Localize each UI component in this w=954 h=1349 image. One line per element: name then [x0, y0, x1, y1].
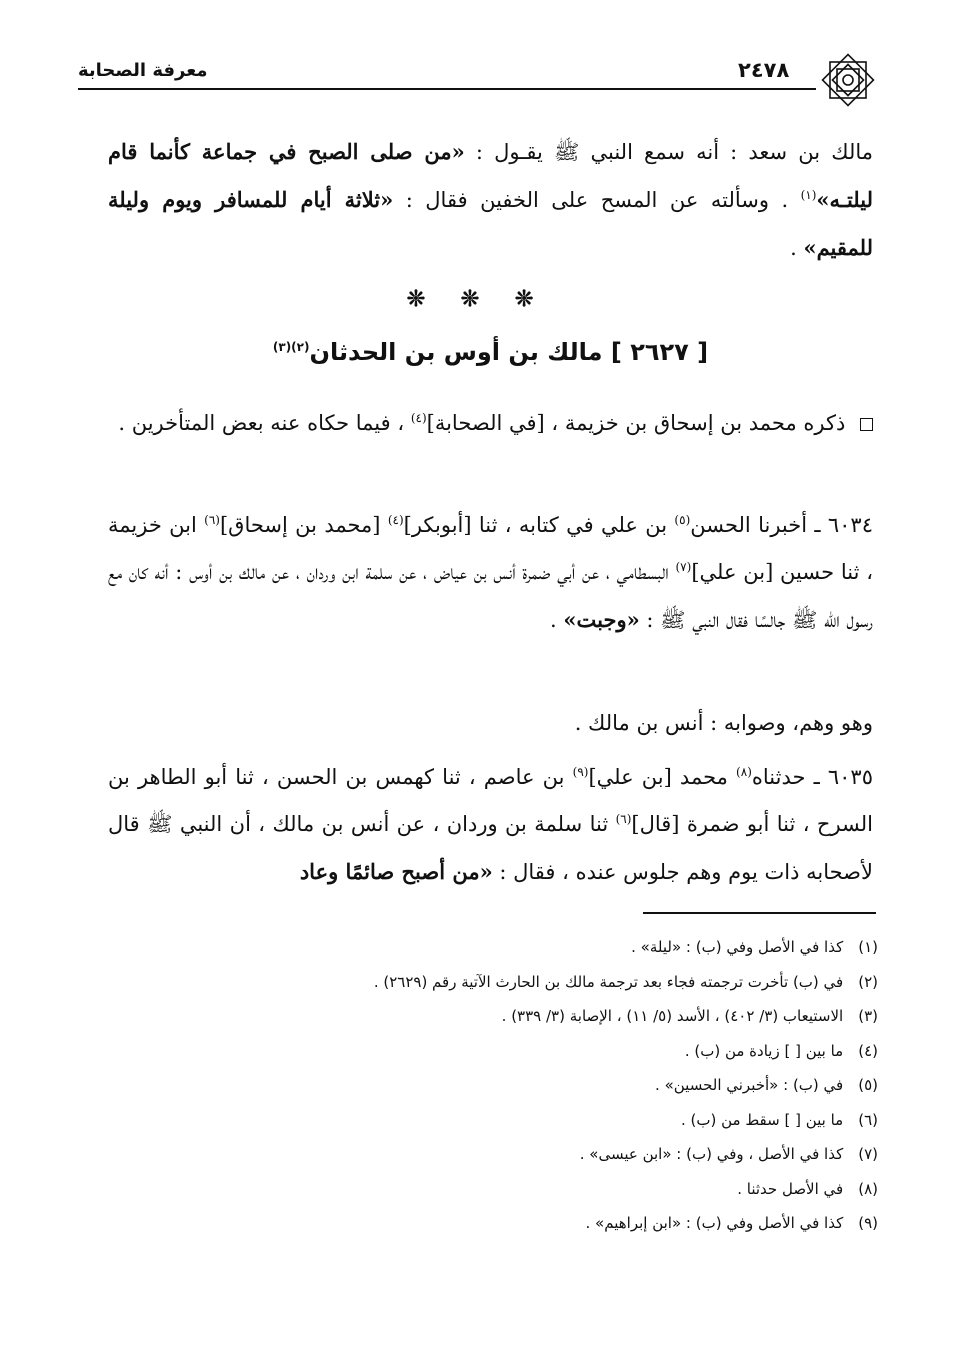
hadith-text: بن عاصم ، ثنا كهمس بن الحسن ، ثنا أبو الطاهر بن السرح ، ثنا أبو ضمرة [قال] [108, 765, 874, 836]
hadith-text: بن علي في كتابه ، ثنا [أبوبكر] [403, 513, 668, 537]
footnote-text: كذا في الأصل ، وفي (ب) : «ابن عيسى» . [579, 1145, 844, 1163]
footnote-number: (٩) [858, 1214, 878, 1232]
square-bullet-icon [860, 418, 873, 431]
page-number: ٢٤٧٨ [738, 58, 790, 82]
hadith-quote: «من أصبح صائمًا وعاد [299, 859, 493, 884]
footnote-ref: (٦) [204, 513, 220, 527]
footnote-item [108, 965, 878, 1000]
note-paragraph [108, 700, 873, 747]
footnote-ref: (٩) [572, 765, 589, 779]
hadith-text: البسطامي ، عن أبي ضمرة أنس بن عياض ، عن سلمة ابن وردان ، عن مالك بن أوس : أنه كان مع رسول الله ﷺ جالسًا فقال النبي ﷺ : [108, 560, 873, 632]
hadith-text: ثنا سلمة بن وردان ، عن أنس بن مالك ، أن النبي ﷺ قال لأصحابه ذات يوم وهم جلوس عنده ، فقال : [108, 812, 873, 884]
note-text: وهو وهم، وصوابه : أنس بن مالك . [574, 711, 873, 735]
entry-heading-text: [ ٢٦٢٧ ] مالك بن أوس بن الحدثان [309, 338, 709, 366]
header-rule [78, 88, 816, 90]
footnote-text: ما بين [ ] زيادة من (ب) . [684, 1041, 844, 1060]
footnote-item [108, 1172, 878, 1207]
footnote-text: كذا في الأصل وفي (ب) : «ابن إبراهيم» . [585, 1214, 844, 1232]
hadith-quote: «وجبت» [563, 607, 640, 632]
footnote-number: (٨) [858, 1179, 878, 1198]
hadith-text: ٦٠٣٥ ـ حدثناه [751, 765, 873, 789]
hadith-text: ابن خزيمة ، ثنا حسين [بن علي] [108, 513, 873, 584]
hadith-text: محمد [بن علي] [588, 765, 728, 789]
footnote-item [108, 1034, 878, 1069]
intro-text: . وسألته عن المسح على الخفين فقال : [405, 188, 789, 212]
hadith-text: ٦٠٣٤ ـ أخبرنا الحسن [690, 513, 873, 537]
hadith-text: . [550, 608, 564, 632]
footnote-text: كذا في الأصل وفي (ب) : «ليلة» . [631, 938, 844, 956]
footnote-ref: (٧) [675, 560, 692, 574]
intro-text: . [790, 236, 804, 260]
hadith-6034 [108, 502, 873, 644]
intro-text: مالك بن سعد : أنه سمع النبي ﷺ يقـول : [475, 140, 873, 164]
footnote-item [108, 930, 878, 965]
footnote-item [108, 999, 878, 1034]
footnote-item [108, 1068, 878, 1103]
entry-heading [108, 338, 873, 366]
footnote-text: في الأصل حدثنا . [737, 1179, 844, 1198]
hadith-quote: «ثلاثة أيام للمسافر ويوم وليلة للمقيم» [108, 187, 873, 260]
biography-paragraph [108, 400, 873, 447]
footnote-ref: (٤) [387, 513, 404, 527]
footnote-ref: (٤) [410, 411, 427, 425]
footnote-item [108, 1206, 878, 1241]
footnote-number: (٧) [858, 1145, 878, 1163]
footnote-ref: (٨) [736, 765, 752, 779]
footnote-item [108, 1103, 878, 1138]
footnote-item [108, 1137, 878, 1172]
footnote-text: الاستيعاب (٣/ ٤٠٢) ، الأسد (٥/ ١١) ، الإصابة (٣/ ٣٣٩) . [501, 1007, 844, 1025]
footnote-number: (٣) [858, 1007, 878, 1025]
intro-paragraph [108, 128, 873, 272]
footnote-number: (٥) [858, 1076, 878, 1094]
hadith-6035 [108, 754, 873, 896]
footnote-ref: (٥) [674, 513, 691, 527]
octagram-ornament-icon [818, 50, 878, 110]
footnote-text: في (ب) : «أخبرني الحسين» . [655, 1076, 844, 1094]
footnote-text: ما بين [ ] سقط من (ب) . [680, 1110, 844, 1129]
footnote-number: (٢) [858, 972, 878, 991]
footnote-ref: (٦) [615, 812, 632, 826]
page-header [78, 50, 878, 102]
hadith-text: [محمد بن إسحاق] [219, 513, 381, 537]
page-title: معرفة الصحابة [78, 60, 208, 81]
section-separator: ❊ ❊ ❊ [406, 286, 548, 312]
footnote-number: (١) [858, 938, 878, 956]
footnote-rule [643, 912, 876, 914]
hadith-quote: «من صلى الصبح في جماعة كأنما قام ليلتـه» [108, 139, 873, 212]
paragraph-text: ، فيما حكاه عنه بعض المتأخرين . [118, 411, 405, 435]
footnote-number: (٦) [858, 1110, 878, 1129]
footnote-ref: (٢)(٣) [272, 340, 310, 354]
paragraph-text: ذكره محمد بن إسحاق بن خزيمة ، [في الصحابة] [426, 411, 846, 435]
footnote-ref: (١) [800, 188, 817, 202]
footnote-text: في (ب) تأخرت ترجمته فجاء بعد ترجمة مالك بن الحارث الآتية رقم (٢٦٢٩) . [373, 972, 844, 991]
footnotes [108, 930, 878, 1241]
footnote-number: (٤) [858, 1041, 878, 1060]
